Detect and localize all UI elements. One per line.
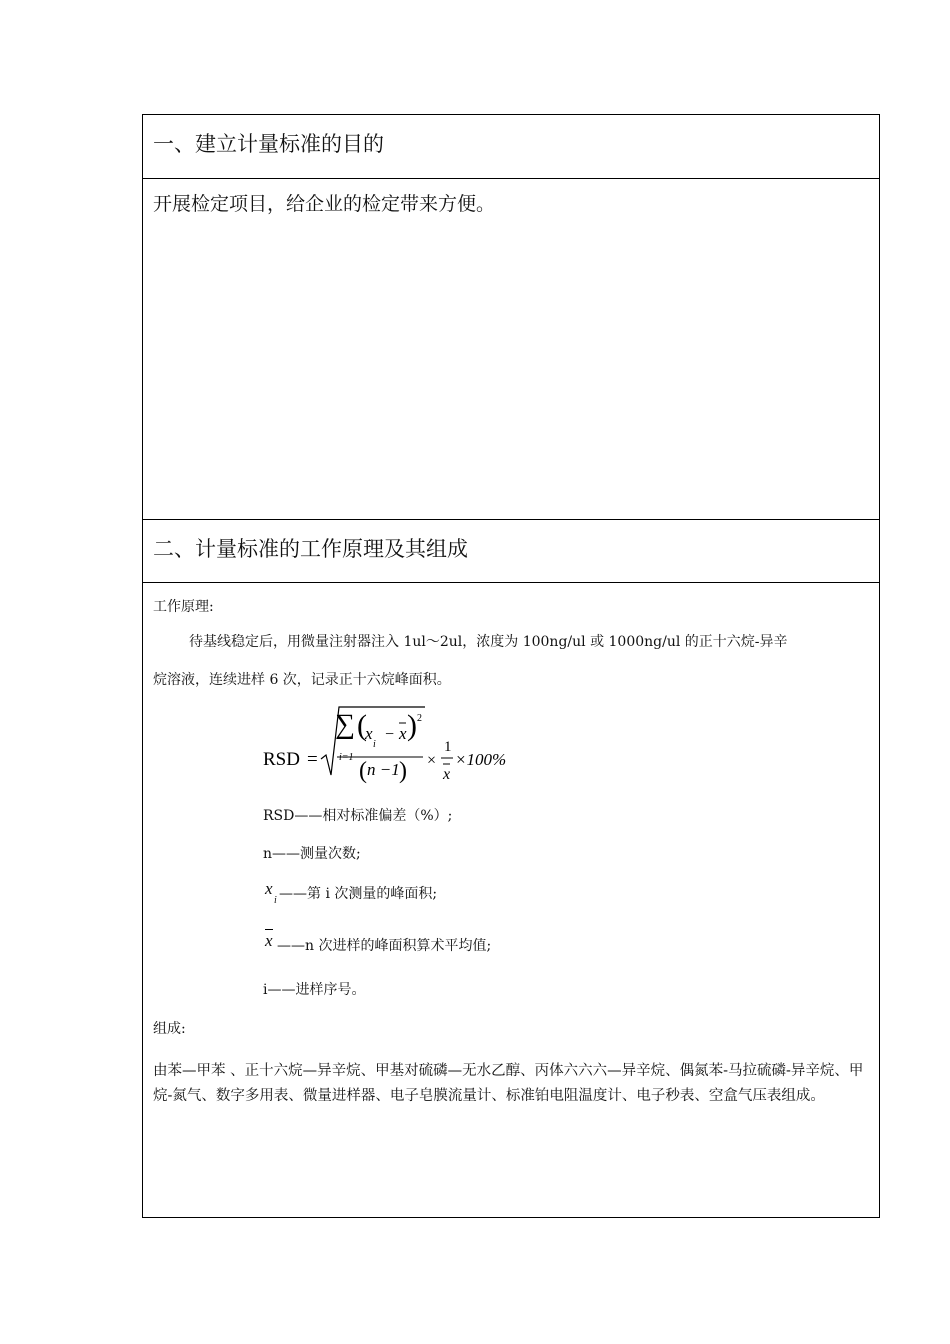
formula-lhs: RSD: [263, 749, 300, 770]
sum-symbol: ∑: [335, 709, 355, 740]
section1-body: 开展检定项目，给企业的检定带来方便。: [153, 193, 496, 215]
def-xbar: [263, 927, 663, 957]
def-xbar-line: [265, 929, 273, 930]
def-xi-sub: i: [274, 895, 277, 906]
principle-line-2: 烷溶液，连续进样 6 次，记录正十六烷峰面积。: [153, 672, 451, 688]
def-xi: [263, 879, 663, 913]
xbar-denominator: x: [443, 766, 451, 783]
denominator: n −1: [367, 760, 400, 779]
formula-equals: =: [307, 749, 318, 770]
section1-heading-row: [143, 115, 879, 178]
x-var: x: [365, 724, 373, 743]
section2-heading-row: [143, 519, 879, 582]
lower-index: i=1: [339, 752, 354, 763]
left-paren-top: (: [357, 709, 367, 742]
def-xi-var: x: [265, 879, 273, 898]
percent-term: ×100%: [455, 750, 507, 769]
def-i: i——进样序号。: [263, 982, 366, 998]
def-xbar-var: x: [265, 931, 273, 950]
section2-heading: 二、计量标准的工作原理及其组成: [153, 537, 468, 561]
xbar-var: x: [399, 724, 407, 743]
x-sub-i: i: [373, 739, 376, 750]
principle-line-1: 待基线稳定后，用微量注射器注入 1ul～2ul，浓度为 100ng/ul 或 1000ng/ul 的正十六烷-异辛: [189, 634, 788, 650]
rsd-formula: [261, 703, 521, 793]
section1-heading: 一、建立计量标准的目的: [153, 132, 384, 156]
minus-sign: −: [385, 726, 395, 743]
square-exp: 2: [417, 713, 422, 724]
times-sign: ×: [427, 752, 437, 769]
composition-text: 由苯—甲苯 、正十六烷—异辛烷、甲基对硫磷—无水乙醇、丙体六六六—异辛烷、偶氮苯-马拉硫磷-异辛烷、甲烷-氮气、数字多用表、微量进样器、电子皂膜流量计、标准铂电阻温度计、电子秒表、空盒气压表组成。: [153, 1063, 864, 1104]
composition-label: 组成:: [153, 1021, 186, 1037]
def-n: n——测量次数;: [263, 846, 361, 862]
def-rsd: RSD——相对标准偏差（%）;: [263, 808, 453, 824]
left-paren-bot: (: [359, 758, 367, 784]
right-paren-bot: ): [399, 758, 407, 784]
document-table: [142, 114, 880, 1218]
def-xbar-desc: ——n 次进样的峰面积算术平均值;: [277, 938, 492, 954]
section1-body-row: [143, 178, 879, 519]
def-xi-desc: ——第 i 次测量的峰面积;: [279, 886, 438, 902]
one-numerator: 1: [444, 739, 452, 755]
principle-label: 工作原理:: [153, 599, 214, 615]
section2-body-row: [143, 582, 879, 1219]
right-paren-top: ): [407, 709, 417, 742]
